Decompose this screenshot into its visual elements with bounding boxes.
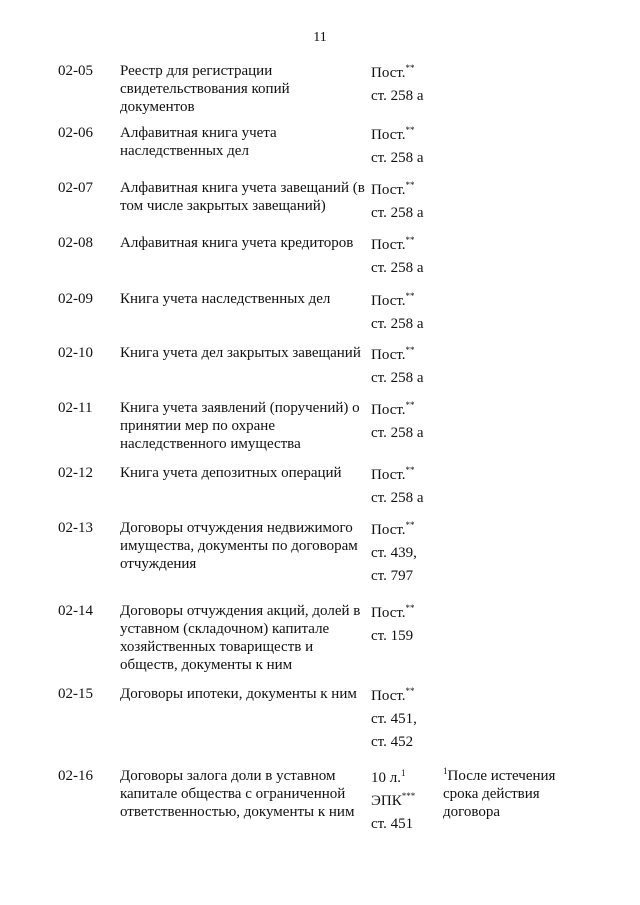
footnote-mark: **	[405, 520, 415, 530]
row-description: Книга учета наследственных дел	[120, 291, 331, 307]
row-code: 02-10	[58, 345, 93, 361]
row-code: 02-08	[58, 235, 93, 251]
row-description: Книга учета дел закрытых завещаний	[120, 345, 361, 361]
row-description: Алфавитная книга учета наследственных дел	[120, 125, 277, 159]
row-term	[371, 519, 417, 588]
footnote-mark: **	[405, 235, 415, 245]
term-line: ст. 451,	[371, 711, 417, 727]
row-description: Договоры залога доли в уставном капитале общества с ограниченной ответственностью, документы к ним	[120, 768, 355, 820]
row-code: 02-06	[58, 125, 93, 141]
note-text: После истечения срока действия договора	[443, 768, 556, 820]
row-code: 02-14	[58, 603, 93, 619]
row-code: 02-12	[58, 465, 93, 481]
row-code: 02-07	[58, 180, 93, 196]
row-description: Книга учета заявлений (поручений) о принятии мер по охране наследственного имущества	[120, 400, 360, 452]
term-line: ст. 258 а	[371, 370, 424, 386]
row-description: Договоры ипотеки, документы к ним	[120, 686, 357, 702]
term-line: Пост.	[371, 402, 406, 418]
term-line: Пост.	[371, 347, 406, 363]
term-line: ст. 258 а	[371, 150, 424, 166]
footnote-mark: **	[405, 63, 415, 73]
term-line: 10 л.	[371, 770, 401, 786]
row-term	[371, 767, 415, 836]
term-line: Пост.	[371, 127, 406, 143]
term-line: ст. 452	[371, 734, 414, 750]
footnote-mark: **	[405, 180, 415, 190]
term-line: ст. 258 а	[371, 425, 424, 441]
footnote-mark: **	[405, 291, 415, 301]
row-description: Алфавитная книга учета завещаний (в том числе закрытых завещаний)	[120, 180, 365, 214]
row-code: 02-13	[58, 520, 93, 536]
term-line: ст. 258 а	[371, 316, 424, 332]
term-line: ст. 258 а	[371, 205, 424, 221]
term-line: Пост.	[371, 65, 406, 81]
term-line: ст. 258 а	[371, 260, 424, 276]
row-code: 02-16	[58, 768, 93, 784]
footnote-mark: **	[405, 345, 415, 355]
term-line: Пост.	[371, 467, 406, 483]
row-term	[371, 602, 415, 648]
row-term	[371, 124, 424, 170]
row-code: 02-15	[58, 686, 93, 702]
term-line: Пост.	[371, 237, 406, 253]
row-term	[371, 290, 424, 336]
row-term	[371, 234, 424, 280]
row-description: Договоры отчуждения недвижимого имущества, документы по договорам отчуждения	[120, 520, 358, 572]
row-description: Реестр для регистрации свидетельствования копий документов	[120, 63, 290, 115]
term-line: Пост.	[371, 293, 406, 309]
row-term	[371, 179, 424, 225]
row-term	[371, 62, 424, 108]
term-line: ст. 258 а	[371, 88, 424, 104]
term-line: ст. 451	[371, 816, 414, 832]
row-term	[371, 399, 424, 445]
row-code: 02-09	[58, 291, 93, 307]
term-line: Пост.	[371, 522, 406, 538]
footnote-mark: **	[405, 603, 415, 613]
footnote-mark: 1	[443, 766, 448, 776]
term-line: ст. 258 а	[371, 490, 424, 506]
row-term	[371, 685, 417, 754]
footnote-mark: **	[405, 686, 415, 696]
row-term	[371, 464, 424, 510]
footnote-mark: ***	[401, 791, 416, 801]
footnote-mark: **	[405, 465, 415, 475]
row-description: Книга учета депозитных операций	[120, 465, 342, 481]
row-description: Алфавитная книга учета кредиторов	[120, 235, 354, 251]
row-description: Договоры отчуждения акций, долей в уставном (складочном) капитале хозяйственных товариществ и обществ, документы к ним	[120, 603, 361, 673]
footnote-mark: **	[405, 125, 415, 135]
term-line: ст. 439,	[371, 545, 417, 561]
term-line: Пост.	[371, 605, 406, 621]
footnote-mark: 1	[401, 768, 406, 778]
term-line: Пост.	[371, 688, 406, 704]
row-code: 02-11	[58, 400, 93, 416]
term-line: ЭПК	[371, 793, 402, 809]
row-term	[371, 344, 424, 390]
term-line: ст. 797	[371, 568, 414, 584]
page-number: 11	[313, 30, 327, 45]
row-note	[443, 767, 583, 821]
footnote-mark: **	[405, 400, 415, 410]
row-code: 02-05	[58, 63, 93, 79]
term-line: ст. 159	[371, 628, 414, 644]
term-line: Пост.	[371, 182, 406, 198]
